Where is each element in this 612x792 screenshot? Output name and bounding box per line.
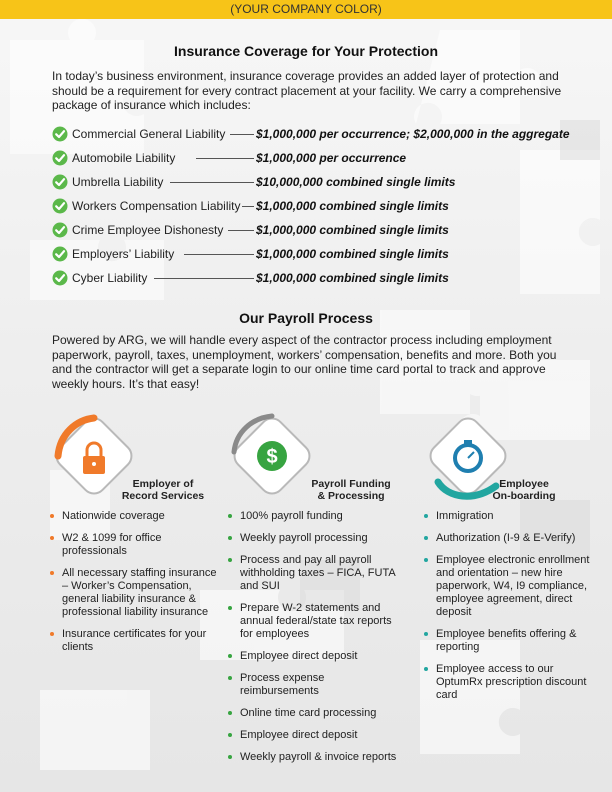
service-item-text: Employee access to our OptumRx prescription discount card — [436, 663, 587, 701]
service-item — [228, 554, 403, 593]
coverage-label: Workers Compensation Liability — [72, 199, 241, 213]
payroll-intro: Powered by ARG, we will handle every aspect of the contractor process including employment paperwork, payroll, taxes, unemployment, workers’ compensation, benefits and more. Both you and the contractor will get a separate login to our online time card portal to track and approve weekly hours. It’s that easy! — [52, 333, 557, 391]
coverage-amount: $1,000,000 per occurrence; $2,000,000 in the aggregate — [256, 127, 570, 141]
service-item — [228, 707, 403, 720]
service-item-text: Online time card processing — [240, 707, 377, 719]
coverage-item — [52, 268, 582, 292]
service-item — [424, 663, 599, 702]
green-check-icon — [52, 150, 68, 166]
leader-line — [154, 278, 254, 279]
coverage-amount: $1,000,000 combined single limits — [256, 199, 449, 213]
service-item-text: Weekly payroll & invoice reports — [240, 751, 397, 763]
bullet-dot — [424, 667, 428, 671]
column-title — [114, 478, 212, 502]
leader-line — [228, 230, 254, 231]
service-item — [228, 510, 403, 523]
service-item — [228, 729, 403, 742]
coverage-item — [52, 172, 582, 196]
leader-line — [242, 206, 254, 207]
service-item-text: W2 & 1099 for office professionals — [62, 532, 162, 557]
service-item-text: 100% payroll funding — [240, 510, 343, 522]
bullet-dot — [424, 558, 428, 562]
service-item-text: Employee benefits offering & reporting — [436, 628, 577, 653]
column-title — [486, 478, 562, 502]
insurance-title: Insurance Coverage for Your Protection — [174, 43, 438, 59]
service-item — [50, 628, 225, 654]
bullet-dot — [228, 558, 232, 562]
insurance-coverage-list — [52, 124, 582, 292]
column-title-line: Payroll Funding — [311, 478, 391, 490]
column-title-line: On-boarding — [492, 490, 556, 502]
bullet-dot — [228, 676, 232, 680]
service-item-text: Weekly payroll processing — [240, 532, 368, 544]
leader-line — [170, 182, 254, 183]
service-item-text: Insurance certificates for your clients — [62, 628, 207, 653]
green-check-icon — [52, 270, 68, 286]
service-item — [424, 554, 599, 619]
bullet-dot — [424, 632, 428, 636]
coverage-label: Commercial General Liability — [72, 127, 226, 141]
bullet-dot — [228, 733, 232, 737]
service-item — [424, 510, 599, 523]
coverage-amount: $1,000,000 combined single limits — [256, 223, 449, 237]
service-item-text: Authorization (I-9 & E-Verify) — [436, 532, 576, 544]
service-item-text: Nationwide coverage — [62, 510, 165, 522]
service-item — [50, 567, 225, 619]
bullet-dot — [228, 711, 232, 715]
bullet-dot — [50, 571, 54, 575]
svg-text:$: $ — [266, 446, 278, 468]
service-item — [228, 602, 403, 641]
coverage-label: Crime Employee Dishonesty — [72, 223, 224, 237]
green-check-icon — [52, 126, 68, 142]
column-title-line: & Processing — [317, 490, 385, 502]
payroll-services-list — [228, 510, 403, 773]
company-color-banner: (YOUR COMPANY COLOR) — [0, 0, 612, 19]
coverage-amount: $10,000,000 combined single limits — [256, 175, 456, 189]
coverage-item — [52, 124, 582, 148]
service-item — [50, 510, 225, 523]
service-item — [228, 650, 403, 663]
service-item-text: Employee electronic enrollment and orientation – new hire paperwork, W4, I9 compliance, employee agreement, direct deposit — [436, 554, 590, 618]
column-title — [296, 478, 406, 502]
service-item — [228, 672, 403, 698]
payroll-title: Our Payroll Process — [239, 310, 373, 326]
service-item — [50, 532, 225, 558]
coverage-label: Cyber Liability — [72, 271, 148, 285]
bullet-dot — [228, 654, 232, 658]
green-check-icon — [52, 246, 68, 262]
green-check-icon — [52, 198, 68, 214]
bullet-dot — [228, 536, 232, 540]
service-item-text: All necessary staffing insurance – Worker’s Compensation, general liability insurance & professional liability insurance — [62, 567, 217, 618]
green-check-icon — [52, 222, 68, 238]
leader-line — [184, 254, 254, 255]
insurance-intro: In today’s business environment, insurance coverage provides an added layer of protection and should be a requirement for every contract placement at your facility. We carry a comprehensive package of insurance which includes: — [52, 69, 562, 112]
bullet-dot — [228, 606, 232, 610]
leader-line — [196, 158, 254, 159]
coverage-item — [52, 196, 582, 220]
coverage-label: Employers’ Liability — [72, 247, 175, 261]
bullet-dot — [50, 514, 54, 518]
leader-line — [230, 134, 254, 135]
bullet-dot — [50, 632, 54, 636]
service-item — [424, 532, 599, 545]
green-check-icon — [52, 174, 68, 190]
coverage-item — [52, 148, 582, 172]
service-item — [228, 751, 403, 764]
bullet-dot — [50, 536, 54, 540]
column-title-line: Employer of — [132, 478, 194, 490]
onboarding-services-list — [424, 510, 599, 711]
service-item-text: Employee direct deposit — [240, 729, 358, 741]
service-item-text: Employee direct deposit — [240, 650, 358, 662]
bullet-dot — [424, 536, 428, 540]
coverage-amount: $1,000,000 combined single limits — [256, 271, 449, 285]
coverage-item — [52, 244, 582, 268]
coverage-label: Automobile Liability — [72, 151, 176, 165]
coverage-label: Umbrella Liability — [72, 175, 164, 189]
service-item-text: Immigration — [436, 510, 494, 522]
coverage-amount: $1,000,000 combined single limits — [256, 247, 449, 261]
column-title-line: Employee — [499, 478, 549, 490]
bullet-dot — [424, 514, 428, 518]
service-item-text: Process and pay all payroll withholding taxes – FICA, FUTA and SUI — [240, 554, 396, 592]
coverage-item — [52, 220, 582, 244]
employer-services-list — [50, 510, 225, 663]
service-item-text: Prepare W-2 statements and annual federal/state tax reports for employees — [240, 602, 392, 640]
bullet-dot — [228, 514, 232, 518]
coverage-amount: $1,000,000 per occurrence — [256, 151, 407, 165]
column-title-line: Record Services — [121, 490, 205, 502]
service-item — [424, 628, 599, 654]
service-item — [228, 532, 403, 545]
bullet-dot — [228, 755, 232, 759]
service-item-text: Process expense reimbursements — [240, 672, 325, 697]
